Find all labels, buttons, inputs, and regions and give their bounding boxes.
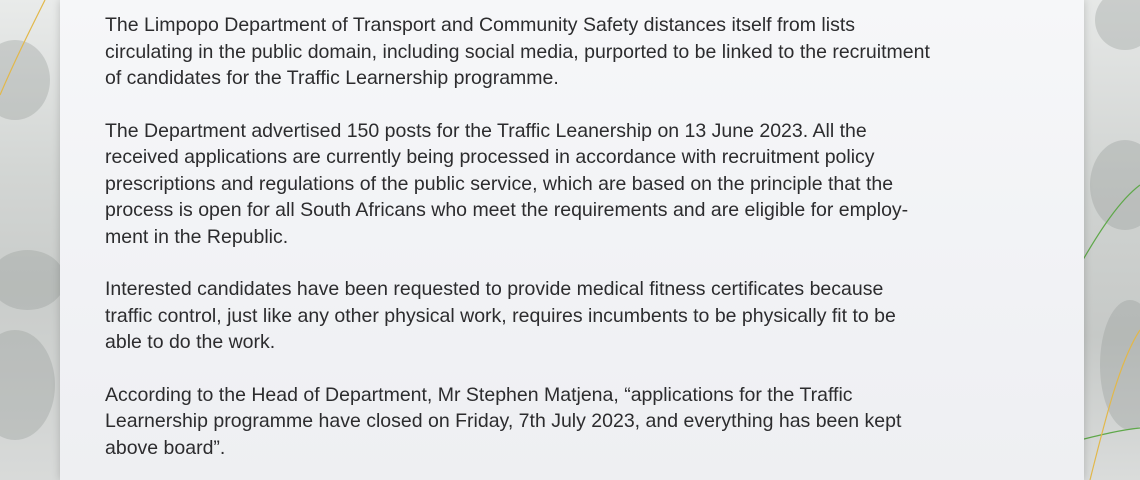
paragraph-medical-fitness: Interested candidates have been requested to provide medical fitness certificates because traffic control, just like any other physical work, requires incumbents to be physically fit to be able to do the work.: [105, 278, 896, 353]
accent-line-left: [0, 0, 60, 480]
background-photo-left: [0, 0, 60, 480]
paragraph-posts-advertised: The Department advertised 150 posts for the Traffic Leanership on 13 June 2023. All the received applications are currently being processed in accordance with recruitment policy prescriptions and regulations of the public service, which are based on the principle that the process is open for all South Africans who meet the requirements and are eligible for employ- ment in the Republic.: [105, 119, 909, 248]
background-photo-right: [1080, 0, 1140, 480]
statement-page: [60, 0, 1084, 480]
statement-body: [105, 12, 1035, 480]
paragraph-hod-quote: According to the Head of Department, Mr Stephen Matjena, “applications for the Traffic Learnership programme have closed on Friday, 7th July 2023, and everything has been kept above board”.: [105, 383, 902, 459]
paragraph-disclaimer: The Limpopo Department of Transport and Community Safety distances itself from lists circulating in the public domain, including social media, purported to be linked to the recruitment of candidates for the Traffic Learnership programme.: [105, 14, 930, 89]
accent-line-right: [1080, 0, 1140, 480]
